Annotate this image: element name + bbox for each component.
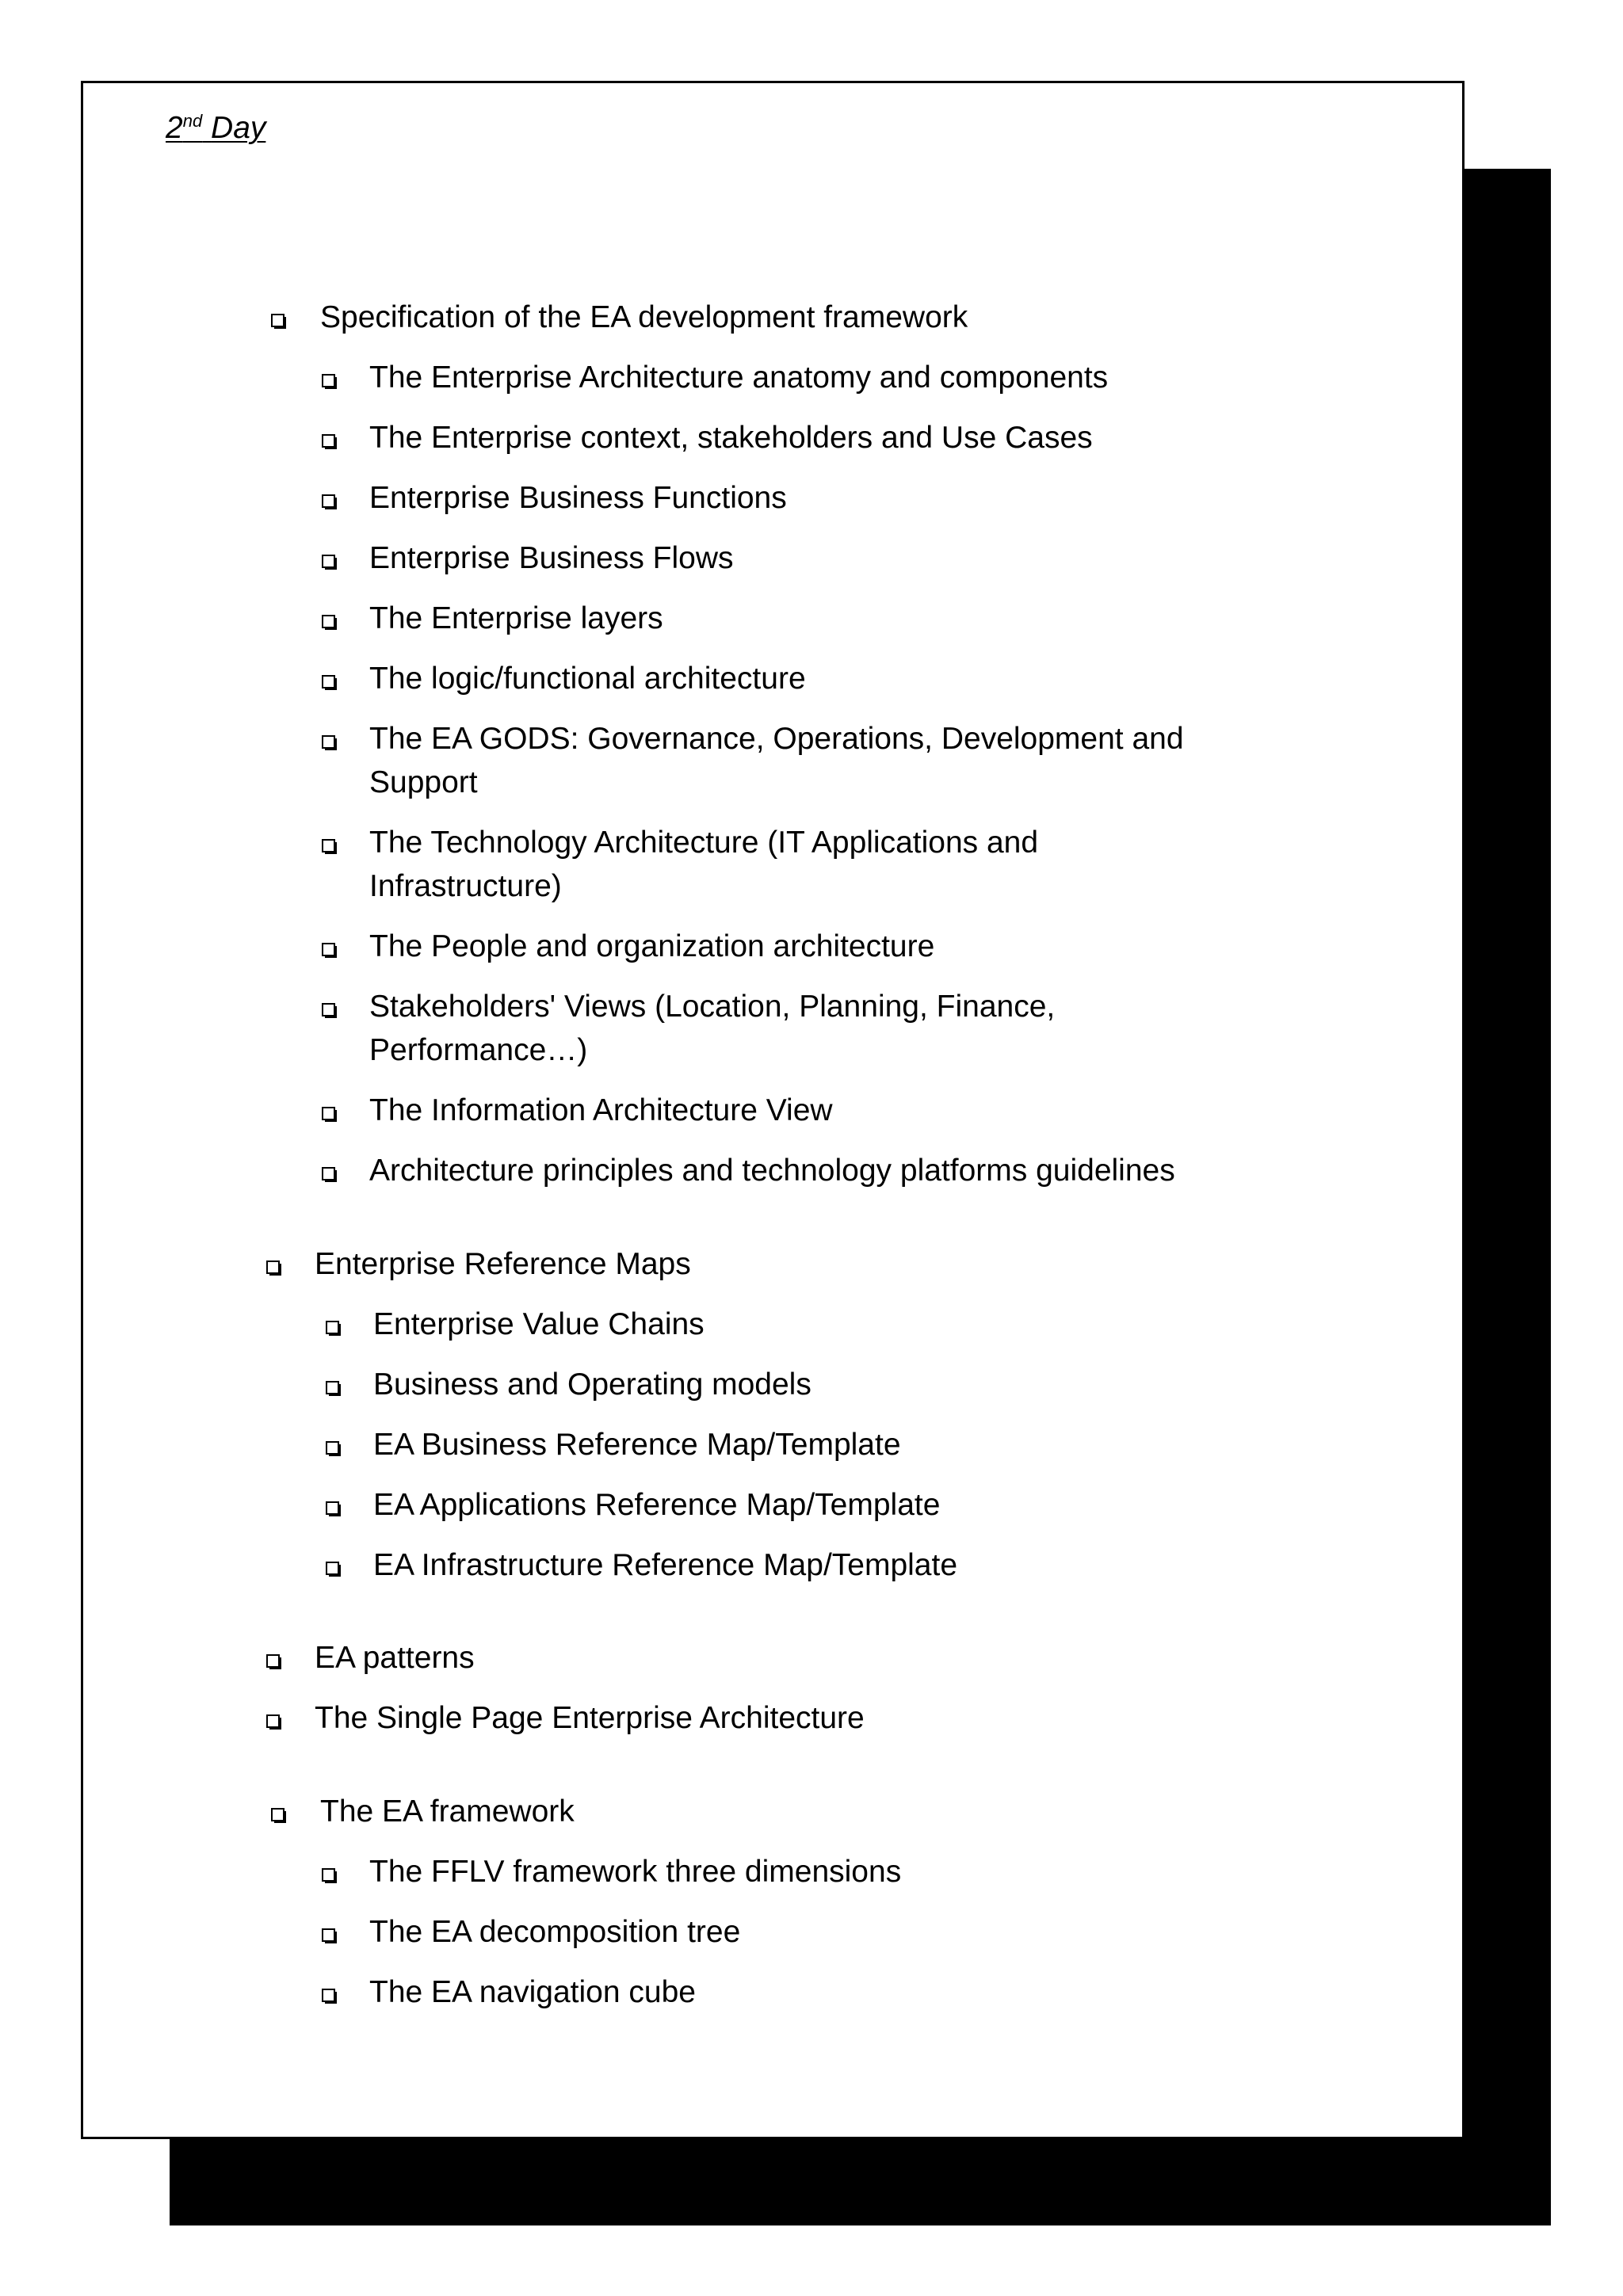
list-item: The logic/functional architecture (369, 662, 806, 696)
checkbox-bullet-icon (322, 615, 335, 628)
day-heading (166, 111, 265, 146)
list-item: The Information Architecture View (369, 1093, 833, 1127)
section-title: Specification of the EA development framework (320, 300, 968, 334)
list-item: The FFLV framework three dimensions (369, 1855, 902, 1889)
checkbox-bullet-icon (266, 1654, 280, 1668)
list-item: EA Applications Reference Map/Template (373, 1488, 941, 1522)
section-title: The Single Page Enterprise Architecture (315, 1701, 865, 1735)
list-item: EA Infrastructure Reference Map/Template (373, 1548, 958, 1582)
day-number: 2 (166, 111, 183, 145)
list-item: Architecture principles and technology platforms guidelines (369, 1154, 1175, 1188)
checkbox-bullet-icon (322, 374, 335, 387)
checkbox-bullet-icon (322, 555, 335, 568)
list-item: Stakeholders' Views (Location, Planning, Finance, Performance…) (369, 990, 1056, 1067)
checkbox-bullet-icon (266, 1261, 280, 1274)
list-item: The EA decomposition tree (369, 1915, 741, 1949)
list-item: The EA GODS: Governance, Operations, Development and Support (369, 722, 1184, 799)
section-title: EA patterns (315, 1641, 475, 1675)
list-item: The Enterprise layers (369, 601, 663, 635)
list-item: Business and Operating models (373, 1367, 812, 1402)
list-item: Enterprise Business Flows (369, 541, 734, 575)
checkbox-bullet-icon (322, 675, 335, 688)
checkbox-bullet-icon (322, 1003, 335, 1016)
checkbox-bullet-icon (326, 1381, 339, 1394)
list-item: The Enterprise Architecture anatomy and components (369, 360, 1109, 395)
checkbox-bullet-icon (271, 314, 285, 327)
checkbox-bullet-icon (322, 839, 335, 852)
checkbox-bullet-icon (266, 1714, 280, 1728)
list-item: Enterprise Value Chains (373, 1307, 705, 1341)
checkbox-bullet-icon (322, 1989, 335, 2002)
list-item: EA Business Reference Map/Template (373, 1428, 901, 1462)
list-item: The EA navigation cube (369, 1975, 696, 2009)
checkbox-bullet-icon (322, 1167, 335, 1180)
checkbox-bullet-icon (322, 494, 335, 508)
day-word: Day (211, 111, 266, 145)
checkbox-bullet-icon (322, 1107, 335, 1120)
checkbox-bullet-icon (322, 1928, 335, 1942)
day-ordinal-suffix: nd (182, 111, 203, 131)
checkbox-bullet-icon (322, 943, 335, 956)
checkbox-bullet-icon (322, 1868, 335, 1882)
checkbox-bullet-icon (326, 1321, 339, 1334)
checkbox-bullet-icon (271, 1808, 285, 1821)
section-title: The EA framework (320, 1794, 575, 1829)
list-item: Enterprise Business Functions (369, 481, 787, 515)
checkbox-bullet-icon (322, 735, 335, 749)
checkbox-bullet-icon (326, 1562, 339, 1575)
checkbox-bullet-icon (322, 434, 335, 448)
checkbox-bullet-icon (326, 1501, 339, 1515)
checkbox-bullet-icon (326, 1441, 339, 1455)
list-item: The People and organization architecture (369, 929, 935, 963)
list-item: The Technology Architecture (IT Applications and Infrastructure) (369, 826, 1039, 903)
section-title: Enterprise Reference Maps (315, 1247, 691, 1281)
list-item: The Enterprise context, stakeholders and Use Cases (369, 421, 1093, 455)
